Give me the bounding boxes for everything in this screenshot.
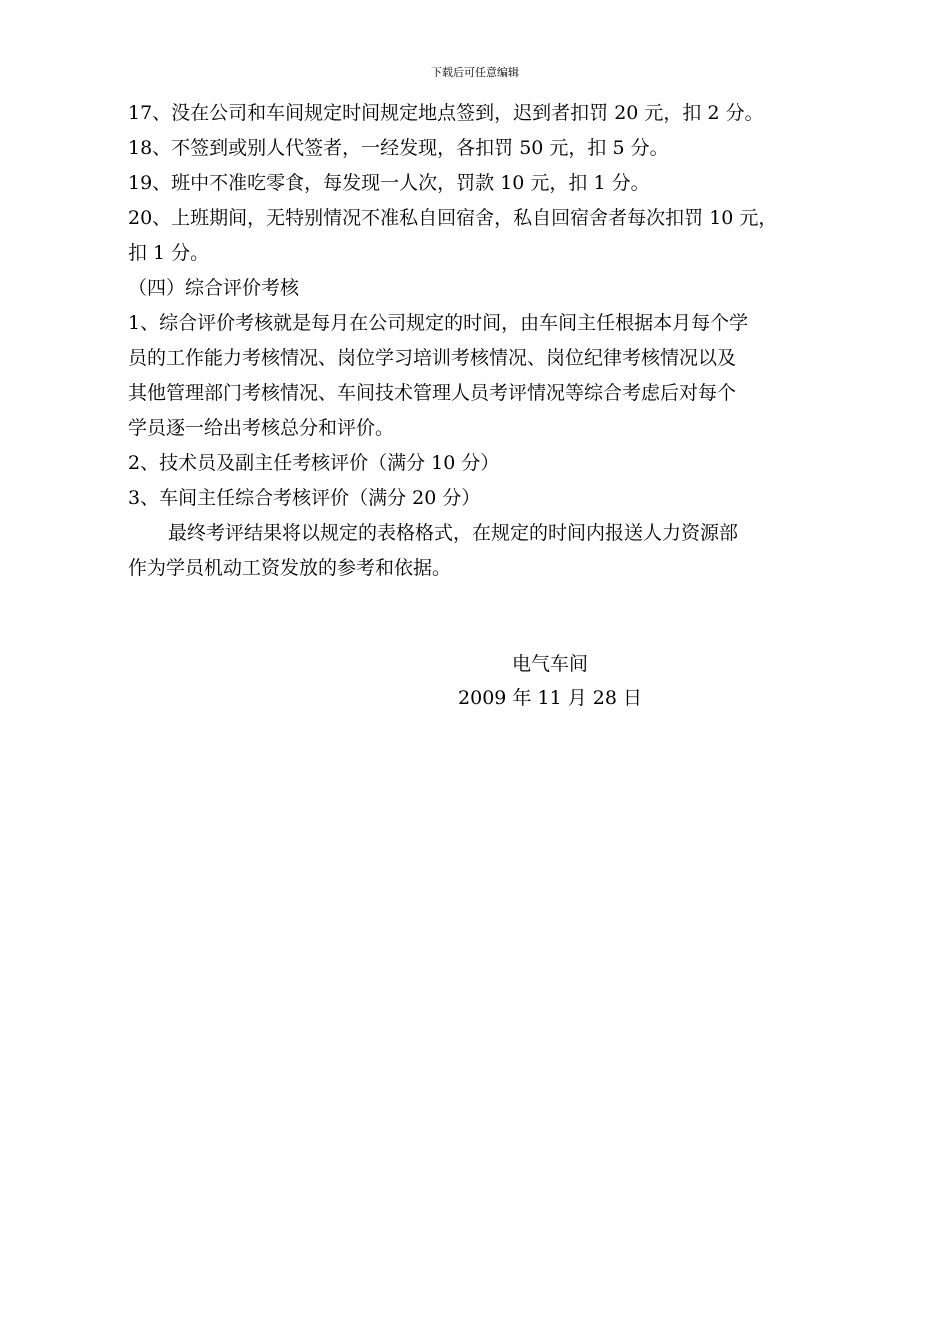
signature-date: 2009 年 11 月 28 日 xyxy=(458,687,642,709)
rule-17: 17、没在公司和车间规定时间规定地点签到，迟到者扣罚 20 元，扣 2 分。 xyxy=(128,102,764,124)
rule-20-continued: 扣 1 分。 xyxy=(128,242,210,264)
item-1-line-1: 1、综合评价考核就是每月在公司规定的时间，由车间主任根据本月每个学 xyxy=(128,312,749,334)
document-body xyxy=(128,96,873,586)
page-header-note: 下载后可任意编辑 xyxy=(431,66,519,79)
rule-20: 20、上班期间，无特别情况不准私自回宿舍，私自回宿舍者每次扣罚 10 元， xyxy=(128,207,778,229)
section-heading: （四）综合评价考核 xyxy=(128,277,300,299)
rule-18: 18、不签到或别人代签者，一经发现，各扣罚 50 元，扣 5 分。 xyxy=(128,137,669,159)
item-2: 2、技术员及副主任考核评价（满分 10 分） xyxy=(128,452,500,474)
item-1-line-3: 其他管理部门考核情况、车间技术管理人员考评情况等综合考虑后对每个 xyxy=(128,382,737,404)
closing-paragraph-line-2: 作为学员机动工资发放的参考和依据。 xyxy=(128,557,452,579)
signature-department: 电气车间 xyxy=(511,653,588,675)
closing-paragraph-line-1: 最终考评结果将以规定的表格格式，在规定的时间内报送人力资源部 xyxy=(168,522,739,544)
rule-19: 19、班中不准吃零食，每发现一人次，罚款 10 元，扣 1 分。 xyxy=(128,172,650,194)
item-1-line-4: 学员逐一给出考核总分和评价。 xyxy=(128,417,395,439)
item-3: 3、车间主任综合考核评价（满分 20 分） xyxy=(128,487,481,509)
item-1-line-2: 员的工作能力考核情况、岗位学习培训考核情况、岗位纪律考核情况以及 xyxy=(128,347,737,369)
